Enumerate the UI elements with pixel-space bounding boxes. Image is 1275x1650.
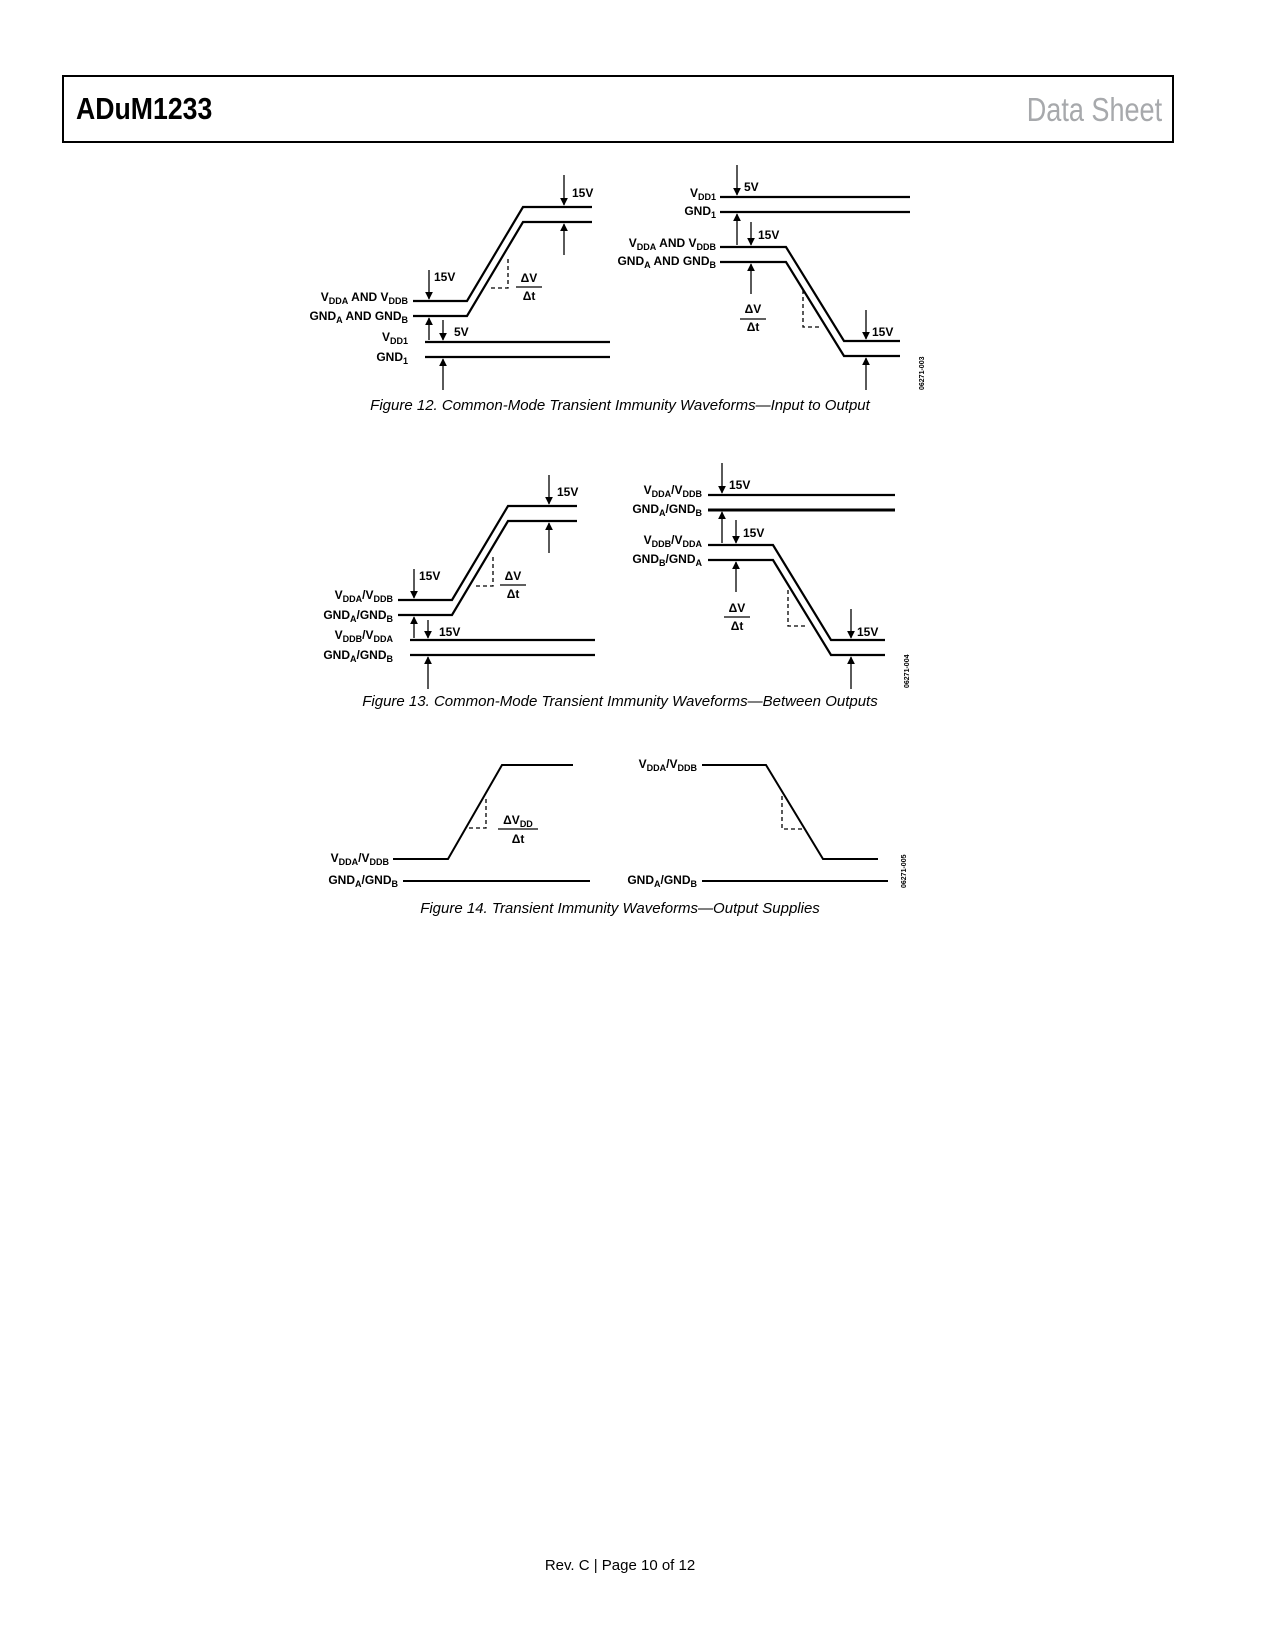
fig14-left-slope-dashed <box>469 797 486 828</box>
fig13-left-bottom-voltage: 15V <box>439 625 461 639</box>
fig12-right-top-voltage: 5V <box>744 180 759 194</box>
fig12-right-bottom-voltage: 15V <box>872 325 894 339</box>
fig14-right-vdd-waveform <box>702 765 878 859</box>
figure-12-caption: Figure 12. Common-Mode Transient Immunity Waveforms—Input to Output <box>370 397 870 414</box>
figure-13-caption: Figure 13. Common-Mode Transient Immunity Waveforms—Between Outputs <box>362 693 878 710</box>
fig13-right-delta-t: Δt <box>730 619 744 633</box>
fig14-right-l2: $GND_A/GND_B$ <box>627 873 697 889</box>
fig12-left-top-voltage: 15V <box>572 186 594 200</box>
fig13-right-top-voltage: 15V <box>729 478 751 492</box>
fig14-right-l1: $V_{DDA}/V_{DDB}$ <box>638 757 697 773</box>
fig12-left-delta-t: Δt <box>522 289 536 303</box>
fig12-right-delta-v: ΔV <box>744 302 762 316</box>
fig12-right-delta-t: Δt <box>746 320 760 334</box>
fig12-left-gnd-label: $GND_A$ AND $GND_B$ <box>309 309 408 325</box>
fig12-right-gnd-label: $GND_A$ AND $GND_B$ <box>617 254 716 270</box>
fig12-left-delta-v: ΔV <box>520 271 538 285</box>
fig13-left-l4: $GND_A/GND_B$ <box>323 648 393 664</box>
fig13-left-l1: $V_{DDA}/V_{DDB}$ <box>334 588 393 604</box>
fig13-right-l3: $V_{DDB}/V_{DDA}$ <box>643 533 702 549</box>
fig13-left-delta-v: ΔV <box>504 569 522 583</box>
fig13-left-l3: $V_{DDB}/V_{DDA}$ <box>334 628 393 644</box>
fig13-right-delta-v: ΔV <box>728 601 746 615</box>
fig13-right-mid-voltage: 15V <box>743 526 765 540</box>
fig12-right-gnd1-label: $GND_1$ <box>684 204 716 220</box>
fig13-left-mid-voltage: 15V <box>419 569 441 583</box>
fig13-code: 06271-004 <box>904 654 911 688</box>
fig12-left-bottom-voltage: 5V <box>454 325 469 339</box>
fig14-right-slope-dashed <box>782 796 802 829</box>
fig14-left-vdd-waveform <box>393 765 573 859</box>
fig12-right-vdd1-label: $V_{DD1}$ <box>689 186 716 202</box>
fig13-right-l4: $GND_B/GND_A$ <box>632 552 702 568</box>
fig12-code: 06271-003 <box>919 356 926 390</box>
fig13-right-bottom-voltage: 15V <box>857 625 879 639</box>
fig12-left-mid-voltage: 15V <box>434 270 456 284</box>
fig13-left-top-voltage: 15V <box>557 485 579 499</box>
fig14-left-l2: $GND_A/GND_B$ <box>328 873 398 889</box>
fig12-right-mid-voltage: 15V <box>758 228 780 242</box>
fig13-left-delta-t: Δt <box>506 587 520 601</box>
fig13-right-l2: $GND_A/GND_B$ <box>632 502 702 518</box>
part-number: ADuM1233 <box>76 91 213 126</box>
fig14-left-l1: $V_{DDA}/V_{DDB}$ <box>330 851 389 867</box>
page-footer: Rev. C | Page 10 of 12 <box>544 1557 696 1574</box>
fig12-left-vdd1-label: $V_{DD1}$ <box>381 330 408 346</box>
doc-type-label: Data Sheet <box>1026 91 1162 128</box>
fig12-left-gnd1-label: $GND_1$ <box>376 350 408 366</box>
figure-14-caption: Figure 14. Transient Immunity Waveforms—Output Supplies <box>420 900 820 917</box>
fig14-left-delta-t: Δt <box>511 832 525 846</box>
fig14-left-delta-vdd: $\Delta V_{DD}$ <box>503 813 533 829</box>
fig12-right-vdd-label: $V_{DDA}$ AND $V_{DDB}$ <box>628 236 716 252</box>
fig14-code: 06271-005 <box>901 854 908 888</box>
fig12-left-vdd-label: $V_{DDA}$ AND $V_{DDB}$ <box>320 290 408 306</box>
fig13-left-l2: $GND_A/GND_B$ <box>323 608 393 624</box>
fig13-right-l1: $V_{DDA}/V_{DDB}$ <box>643 483 702 499</box>
